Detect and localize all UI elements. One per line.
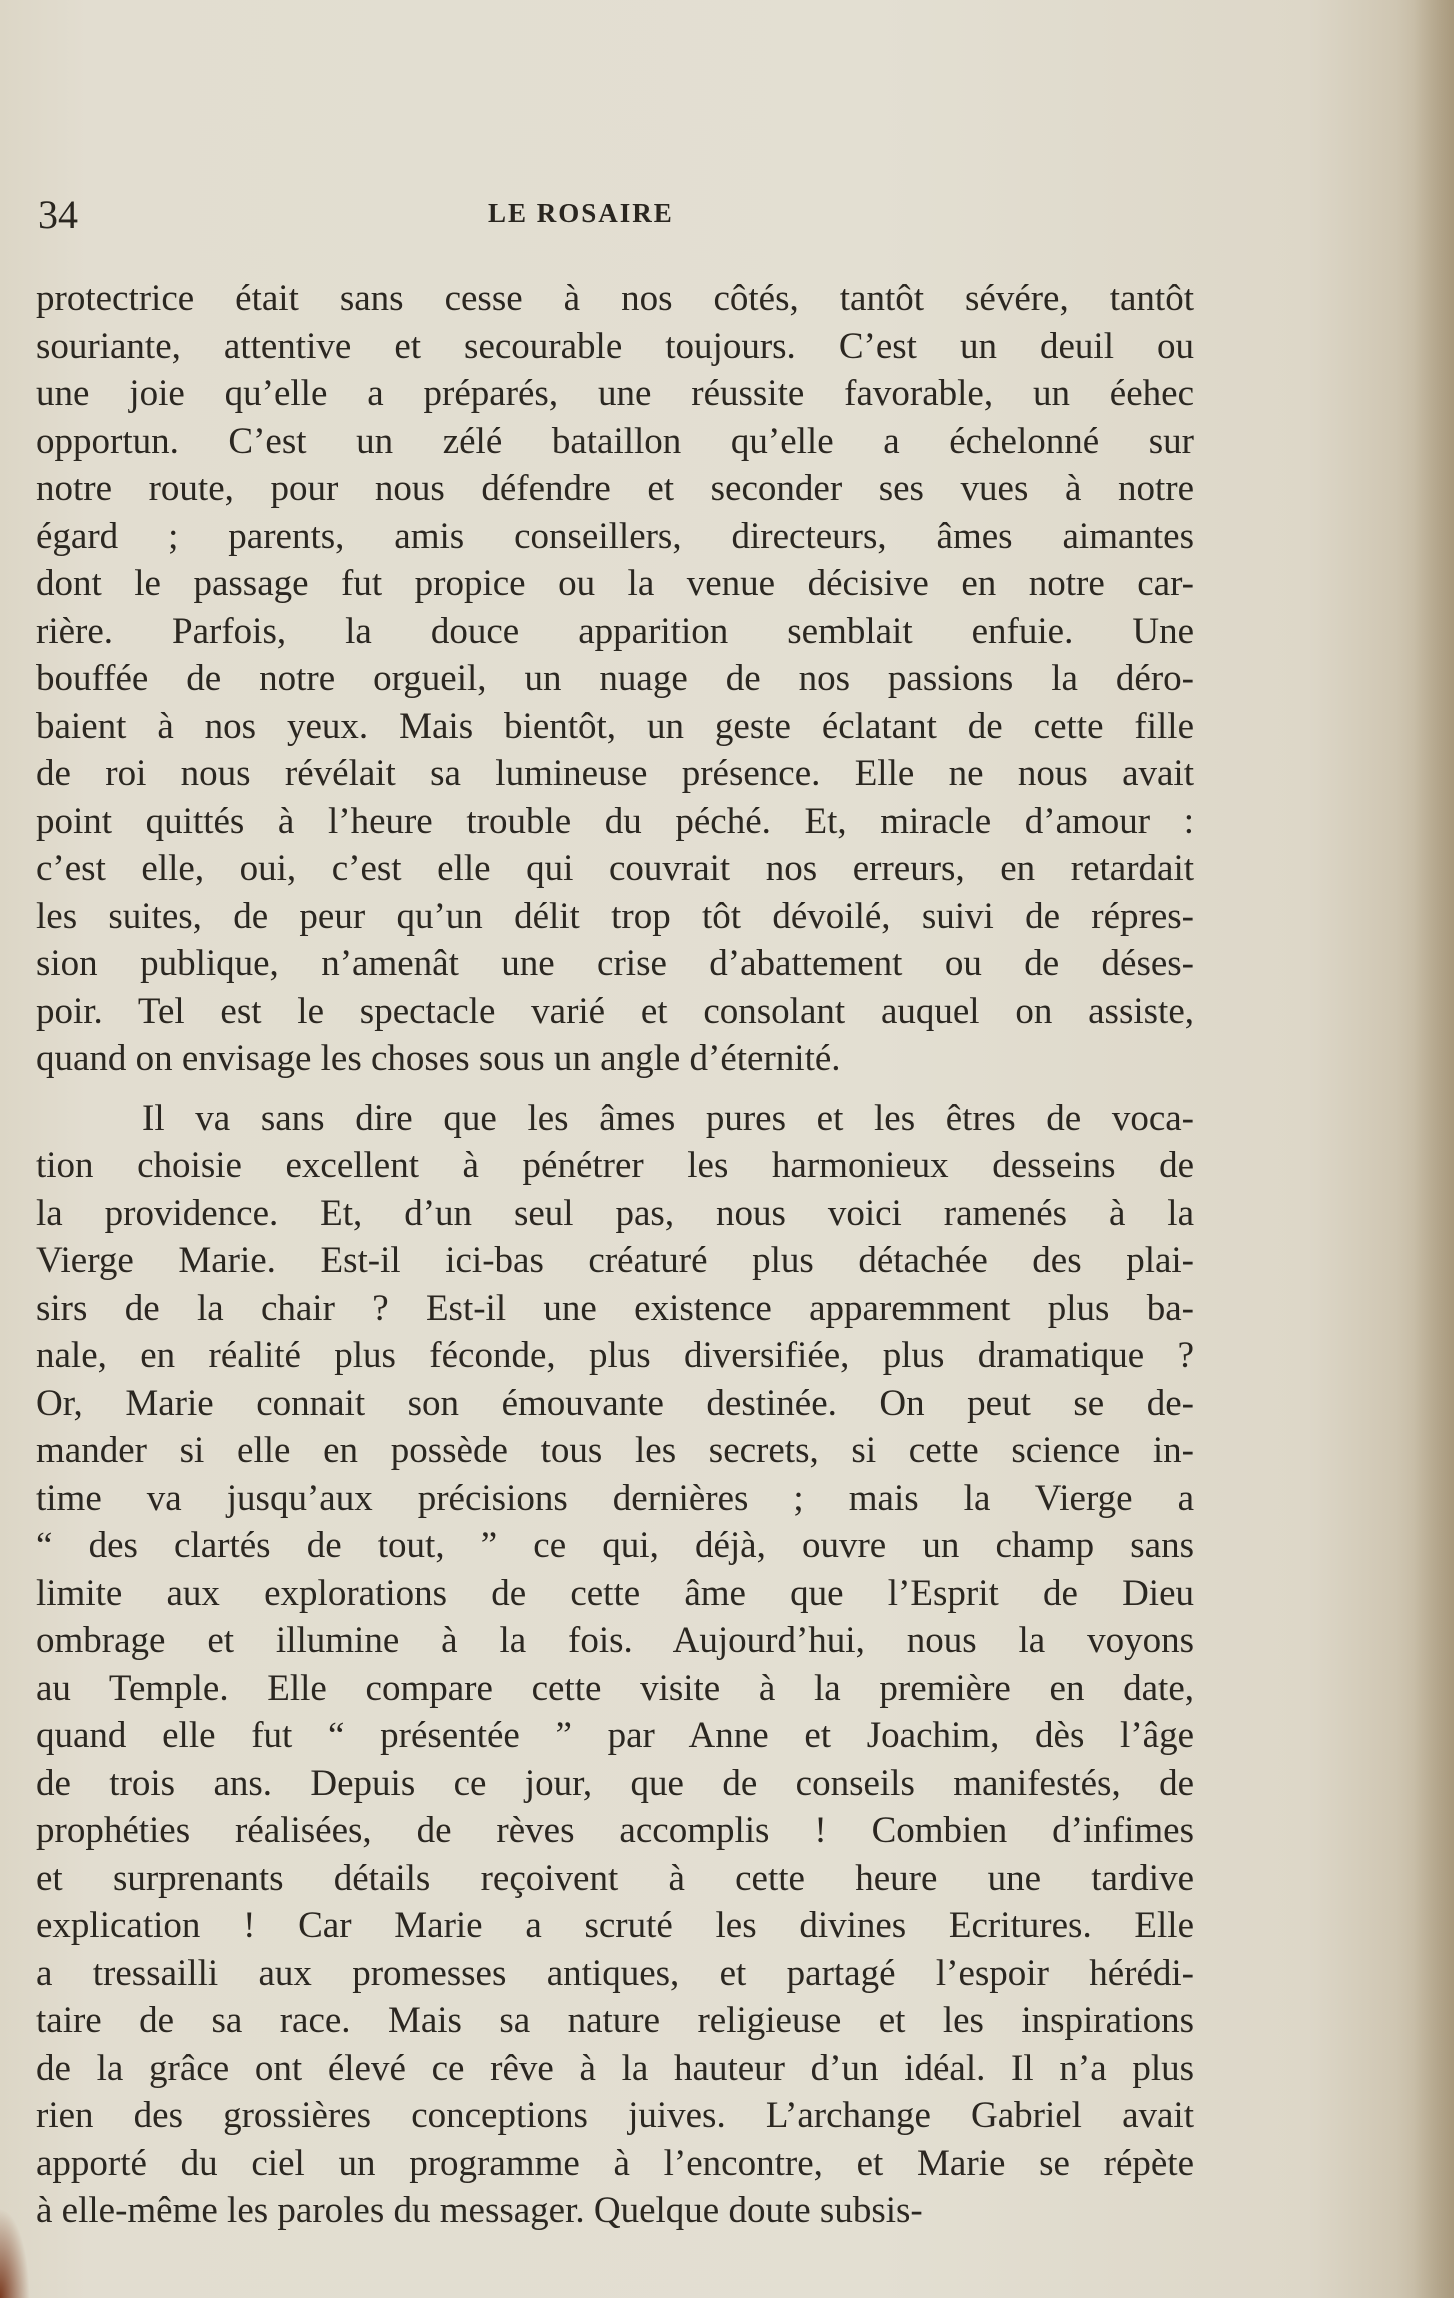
text-line: tion choisie excellent à pénétrer les harmonieux desseins de xyxy=(36,1145,1194,1186)
text-line: égard ; parents, amis conseillers, directeurs, âmes aimantes xyxy=(36,515,1194,557)
text-line: opportun. C’est un zélé bataillon qu’elle a échelonné sur xyxy=(36,420,1194,462)
text-line: souriante, attentive et secourable toujours. C’est un deuil ou xyxy=(36,325,1194,367)
text-line: poir. Tel est le spectacle varié et consolant auquel on assiste, xyxy=(36,990,1194,1032)
running-head: LE ROSAIRE xyxy=(488,198,674,228)
text-line: prophéties réalisées, de rèves accomplis ! Combien d’infimes xyxy=(36,1810,1194,1851)
text-line: taire de sa race. Mais sa nature religieuse et les inspirations xyxy=(36,2000,1194,2041)
text-line: nale, en réalité plus féconde, plus diversifiée, plus dramatique ? xyxy=(36,1335,1194,1376)
paragraph-2 xyxy=(36,1095,1194,2235)
body-text xyxy=(36,275,1194,2235)
page-number: 34 xyxy=(38,192,78,237)
text-line: quand on envisage les choses sous un angle d’éternité. xyxy=(36,1038,841,1079)
text-line: Or, Marie connait son émouvante destinée. On peut se de- xyxy=(36,1382,1194,1424)
text-line: au Temple. Elle compare cette visite à la première en date, xyxy=(36,1667,1194,1709)
text-line: point quittés à l’heure trouble du péché. Et, miracle d’amour : xyxy=(36,800,1194,842)
text-line: c’est elle, oui, c’est elle qui couvrait nos erreurs, en retardait xyxy=(36,848,1194,889)
text-line: quand elle fut “ présentée ” par Anne et Joachim, dès l’âge xyxy=(36,1715,1194,1756)
text-line: et surprenants détails reçoivent à cette heure une tardive xyxy=(36,1857,1194,1899)
text-line: explication ! Car Marie a scruté les divines Ecritures. Elle xyxy=(36,1905,1194,1946)
paragraph-1 xyxy=(36,275,1194,1083)
text-line: de roi nous révélait sa lumineuse présence. Elle ne nous avait xyxy=(36,753,1194,794)
text-line: “ des clartés de tout, ” ce qui, déjà, ouvre un champ sans xyxy=(36,1525,1194,1566)
text-line: rière. Parfois, la douce apparition semblait enfuie. Une xyxy=(36,610,1194,652)
text-line: time va jusqu’aux précisions dernières ; mais la Vierge a xyxy=(36,1477,1194,1519)
page-edge-shadow xyxy=(1414,0,1454,2298)
text-line: la providence. Et, d’un seul pas, nous voici ramenés à la xyxy=(36,1192,1194,1234)
text-line: dont le passage fut propice ou la venue décisive en notre car- xyxy=(36,563,1194,604)
text-line: une joie qu’elle a préparés, une réussite favorable, un éehec xyxy=(36,373,1194,414)
text-line: de trois ans. Depuis ce jour, que de conseils manifestés, de xyxy=(36,1762,1194,1804)
text-line: mander si elle en possède tous les secrets, si cette science in- xyxy=(36,1430,1194,1471)
text-line: notre route, pour nous défendre et seconder ses vues à notre xyxy=(36,468,1194,509)
text-line: limite aux explorations de cette âme que l’Esprit de Dieu xyxy=(36,1572,1194,1614)
page-corner-stain xyxy=(0,2208,30,2298)
page-header xyxy=(38,190,1228,240)
text-line: Vierge Marie. Est-il ici-bas créaturé plus détachée des plai- xyxy=(36,1240,1194,1281)
text-line: ombrage et illumine à la fois. Aujourd’hui, nous la voyons xyxy=(36,1620,1194,1661)
text-line: a tressailli aux promesses antiques, et partagé l’espoir hérédi- xyxy=(36,1952,1194,1994)
text-line: à elle-même les paroles du messager. Quelque doute subsis- xyxy=(36,2190,923,2231)
text-line: Il va sans dire que les âmes pures et les êtres de voca- xyxy=(142,1097,1194,1139)
text-line: de la grâce ont élevé ce rêve à la hauteur d’un idéal. Il n’a plus xyxy=(36,2047,1194,2089)
text-line: rien des grossières conceptions juives. L’archange Gabriel avait xyxy=(36,2095,1194,2136)
text-line: sirs de la chair ? Est-il une existence apparemment plus ba- xyxy=(36,1287,1194,1329)
text-line: bouffée de notre orgueil, un nuage de nos passions la déro- xyxy=(36,658,1194,699)
text-line: protectrice était sans cesse à nos côtés, tantôt sévére, tantôt xyxy=(36,278,1194,319)
text-line: sion publique, n’amenât une crise d’abattement ou de déses- xyxy=(36,943,1194,984)
text-line: apporté du ciel un programme à l’encontre, et Marie se répète xyxy=(36,2142,1194,2184)
text-line: baient à nos yeux. Mais bientôt, un geste éclatant de cette fille xyxy=(36,705,1194,747)
text-line: les suites, de peur qu’un délit trop tôt dévoilé, suivi de répres- xyxy=(36,895,1194,937)
